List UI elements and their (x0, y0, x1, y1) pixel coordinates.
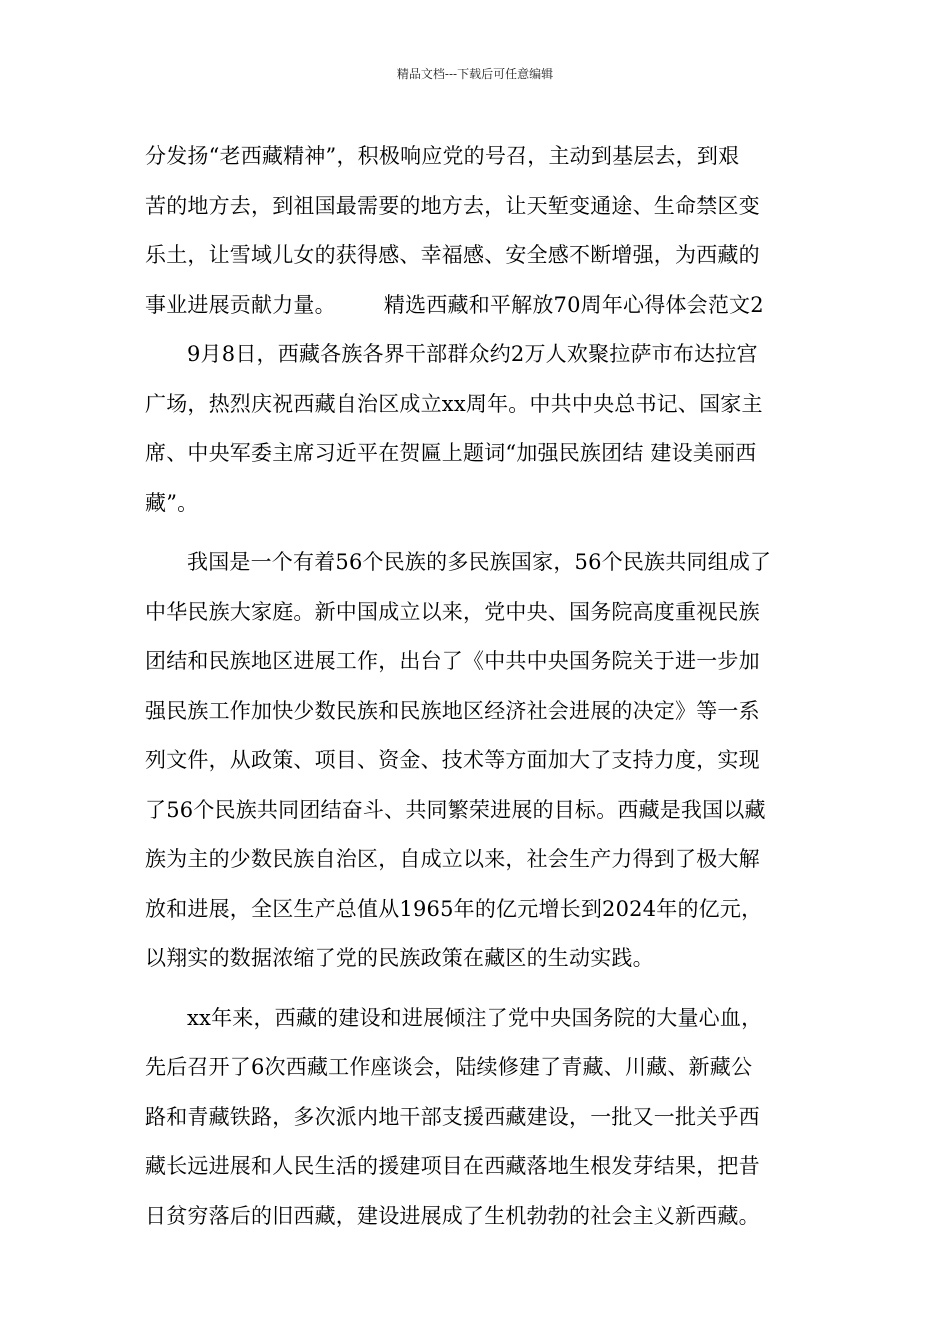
page-header: 精品文档---下载后可任意编辑 (396, 67, 554, 81)
document-body (145, 132, 825, 1241)
text-line: 族为主的少数民族自治区，自成立以来，社会生产力得到了极大解 (145, 847, 760, 871)
text-line: 以翔实的数据浓缩了党的民族政策在藏区的生动实践。 (145, 946, 654, 970)
paragraph-3 (145, 538, 825, 984)
paragraph-gap (145, 984, 825, 994)
text-line: 藏长远进展和人民生活的援建项目在西藏落地生根发芽结果，把昔 (145, 1154, 760, 1178)
text-line: 苦的地方去，到祖国最需要的地方去，让天堑变通途、生命禁区变 (145, 193, 760, 218)
text-line: 强民族工作加快少数民族和民族地区经济社会进展的决定》等一系 (145, 698, 760, 723)
text-line: 了56个民族共同团结奋斗、共同繁荣进展的目标。西藏是我国以藏 (145, 797, 766, 822)
paragraph-1 (145, 132, 825, 330)
text-line: 中华民族大家庭。新中国成立以来，党中央、国务院高度重视民族 (145, 599, 760, 624)
text-line: 席、中央军委主席习近平在贺匾上题词“加强民族团结 建设美丽西 (145, 441, 757, 465)
text-line: 9月8日，西藏各族各界干部群众约2万人欢聚拉萨市布达拉宫 (187, 342, 758, 366)
text-line: 乐土，让雪域儿女的获得感、幸福感、安全感不断增强，为西藏的 (145, 243, 760, 267)
text-line: 广场，热烈庆祝西藏自治区成立xx周年。中共中央总书记、国家主 (145, 391, 763, 416)
text-line: 日贫穷落后的旧西藏，建设进展成了生机勃勃的社会主义新西藏。 (145, 1203, 760, 1228)
paragraph-4 (145, 994, 825, 1242)
text-line: xx年来，西藏的建设和进展倾注了党中央国务院的大量心血， (187, 1005, 763, 1030)
text-line: 先后召开了6次西藏工作座谈会，陆续修建了青藏、川藏、新藏公 (145, 1055, 753, 1079)
paragraph-gap (145, 528, 825, 538)
text-line: 我国是一个有着56个民族的多民族国家，56个民族共同组成了 (187, 550, 772, 574)
text-line: 路和青藏铁路，多次派内地干部支援西藏建设，一批又一批关乎西 (145, 1104, 760, 1129)
text-line: 列文件，从政策、项目、资金、技术等方面加大了支持力度，实现 (145, 748, 760, 772)
text-line: 藏”。 (145, 490, 199, 515)
text-line: 事业进展贡献力量。 精选西藏和平解放70周年心得体会范文2 (145, 292, 764, 317)
paragraph-2 (145, 330, 825, 528)
text-line: 团结和民族地区进展工作，出台了《中共中央国务院关于进一步加 (145, 649, 760, 673)
text-line: 放和进展，全区生产总值从1965年的亿元增长到2024年的亿元， (145, 896, 763, 921)
text-line: 分发扬“老西藏精神”，积极响应党的号召，主动到基层去，到艰 (145, 144, 740, 168)
